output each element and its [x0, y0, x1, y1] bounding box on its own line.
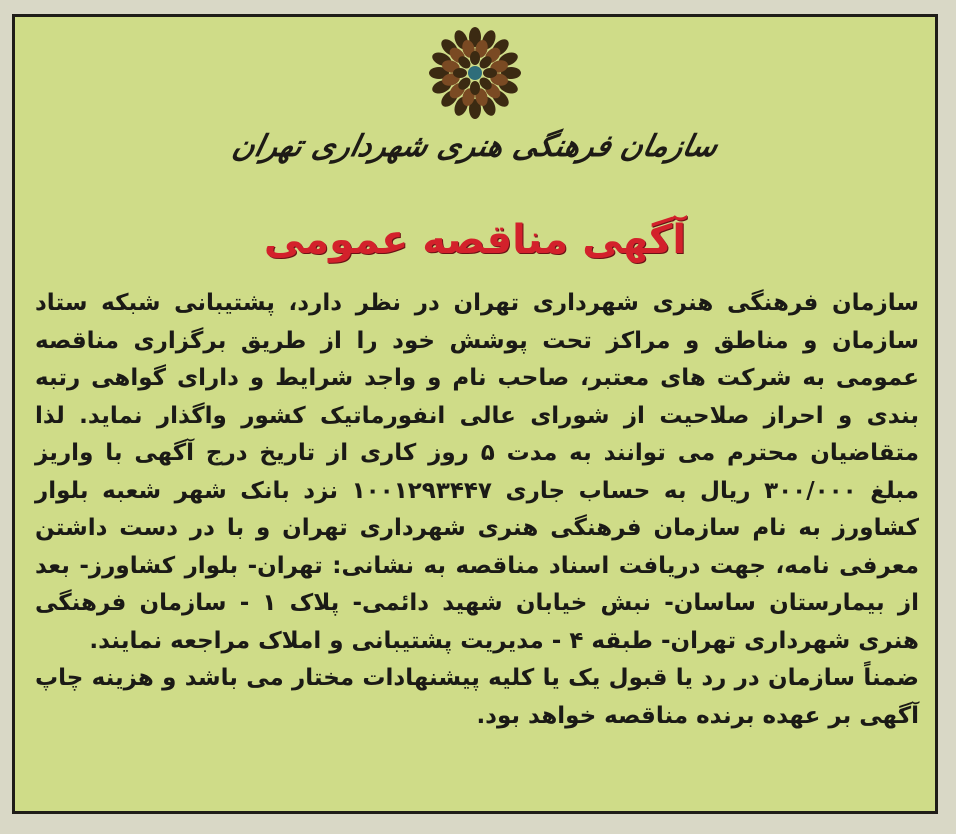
organization-signature: سازمان فرهنگی هنری شهرداری تهران: [229, 129, 721, 164]
notice-body: [35, 285, 919, 735]
logo: [15, 25, 935, 121]
notice-title: آگهی مناقصه عمومی: [263, 217, 687, 263]
notice-frame: [12, 14, 938, 814]
notice-paragraph-1: سازمان فرهنگی هنری شهرداری تهران در نظر دارد، پشتیبانی شبکه ستاد سازمان و مناطق و مراکز تحت پوشش خود را از طریق برگزاری مناقصه عمومی به شرکت های معتبر، صاحب نام و واجد شرایط و دارای گواهی رتبه بندی و احراز صلاحیت از شورای عالی انفورماتیک کشور واگذار نماید. لذا متقاضیان محترم می توانند به مدت ۵ روز کاری از تاریخ درج آگهی با واریز مبلغ ۳۰۰/۰۰۰ ریال به حساب جاری ۱۰۰۱۲۹۳۴۴۷ نزد بانک شهر شعبه بلوار کشاورز به نام سازمان فرهنگی هنری شهرداری تهران و با در دست داشتن معرفی نامه، جهت دریافت اسناد مناقصه به نشانی: تهران- بلوار کشاورز- بعد از بیمارستان ساسان- نبش خیابان شهید دائمی- پلاک ۱ - سازمان فرهنگی هنری شهرداری تهران- طبقه ۴ - مدیریت پشتیبانی و املاک مراجعه نمایند.: [35, 290, 920, 654]
rosette-emblem-icon: [427, 25, 523, 121]
notice-paragraph-2: ضمناً سازمان در رد یا قبول یک یا کلیه پیشنهادات مختار می باشد و هزینه چاپ آگهی بر عهده برنده مناقصه خواهد بود.: [35, 665, 919, 729]
